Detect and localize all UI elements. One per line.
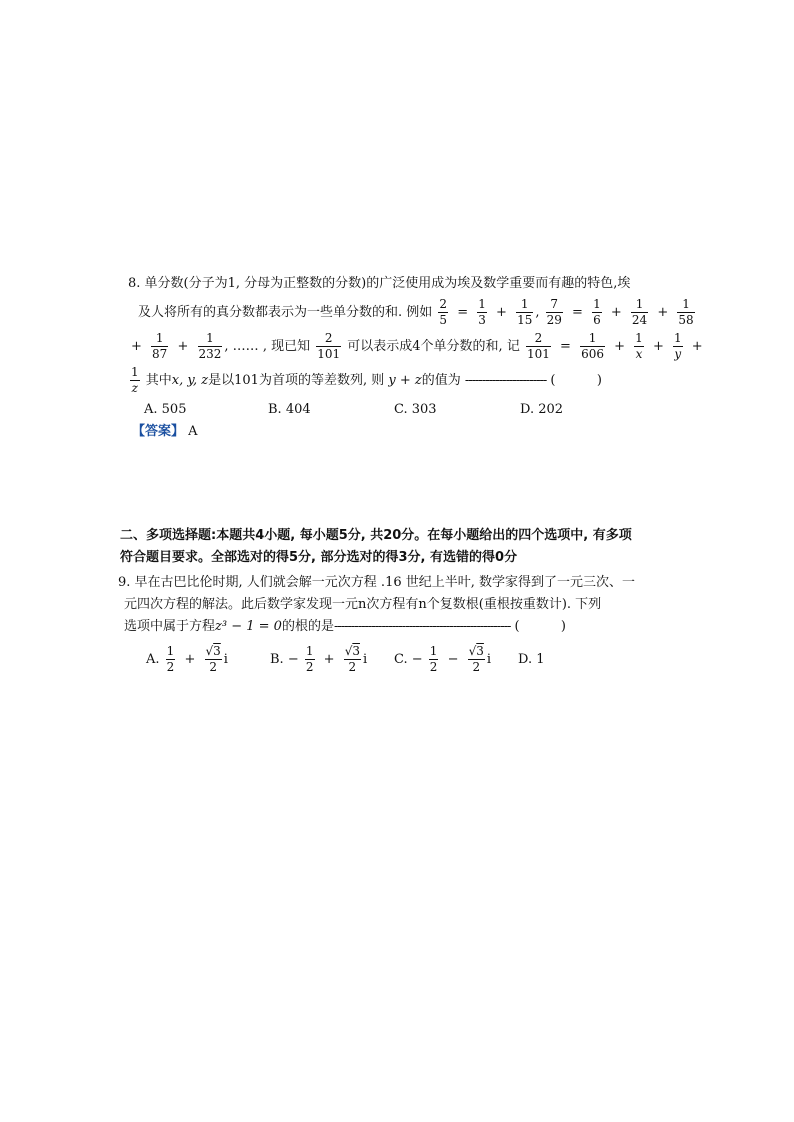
q9-dashes: ----------------------------------------------------: [333, 619, 511, 634]
fraction-1-y: $\frac{1}{y}$: [673, 331, 682, 361]
q8-option-a[interactable]: A. 505: [144, 402, 187, 417]
fraction-2-5: $\frac{2}{5}$: [439, 297, 448, 327]
q8-line-4-text: 其中: [145, 373, 172, 388]
fraction-1-6: $\frac{1}{6}$: [593, 297, 601, 327]
q8-option-d[interactable]: D. 202: [520, 402, 564, 417]
q8-line-2-text: 及人将所有的真分数都表示为一些单分数的和. 例如: [138, 305, 433, 320]
q9-equation: z³ − 1 = 0: [215, 619, 282, 634]
section-2-line-1: 二、多项选择题:本题共4小题, 每小题5分, 共20分。在每小题给出的四个选项中, 有多项: [120, 528, 632, 543]
q9-answer-paren: ( ): [514, 619, 566, 634]
fraction-1-2-c: $\frac{1}{2}$: [429, 644, 438, 674]
fraction-1-24: $\frac{1}{24}$: [631, 297, 648, 327]
q9-line-3-b: 的根的是: [281, 619, 334, 634]
answer-value: A: [188, 424, 198, 439]
fraction-1-58: $\frac{1}{58}$: [678, 297, 694, 327]
q9-options: [118, 644, 678, 676]
fraction-1-87: $\frac{1}{87}$: [152, 331, 168, 361]
answer-label: 【答案】: [132, 424, 185, 439]
q8-line-3-text-a: , …… , 现已知: [224, 339, 311, 354]
q9-option-a[interactable]: A. $\frac{1}{2}$ + $\frac{√3}{2}$ i: [146, 644, 228, 674]
q9-option-a-label: A.: [146, 652, 160, 667]
q9-option-c-label: C. −: [394, 652, 423, 667]
question-8: [128, 276, 703, 440]
q8-line-3: + $\frac{1}{87}$ + $\frac{1}{232}$ , …… , 现已知 $\frac{2}{101}$ 可以表示成4个单分数的和, 记 $\frac{2}{101}$ = $\frac{1}{606}$ + $\frac{1}{x}$ + $\frac{1}{y}$ +: [131, 331, 703, 361]
q8-answer: [128, 424, 673, 440]
fraction-sqrt3-2-a: $\frac{√3}{2}$: [205, 644, 221, 674]
q9-line-3: [118, 616, 678, 638]
q8-line-4-mid: 是以101为首项的等差数列, 则: [208, 373, 385, 388]
q9-line-2: 元四次方程的解法。此后数学家发现一元n次方程有n个复数根(重根按重数计). 下列: [124, 597, 602, 612]
fraction-2-101-b: $\frac{2}{101}$: [526, 331, 550, 361]
q9-option-b-label: B. −: [270, 652, 299, 667]
q8-line-1: 8. 单分数(分子为1, 分母为正整数的分数)的广泛使用成为埃及数学重要而有趣的特色,埃: [128, 276, 631, 291]
q8-options: [128, 402, 673, 418]
section-2-line-2: 符合题目要求。全部选对的得5分, 部分选对的得3分, 有选错的得0分: [120, 550, 518, 565]
fraction-2-101: $\frac{2}{101}$: [317, 331, 341, 361]
fraction-sqrt3-2-b: $\frac{√3}{2}$: [344, 644, 360, 674]
q8-vars: x, y, z: [171, 373, 209, 388]
section-2-title: [120, 525, 680, 569]
fraction-1-x: $\frac{1}{x}$: [635, 331, 643, 361]
q8-option-c[interactable]: C. 303: [394, 402, 437, 417]
fraction-1-2-b: $\frac{1}{2}$: [305, 644, 314, 674]
fraction-sqrt3-2-c: $\frac{√3}{2}$: [468, 644, 484, 674]
q9-option-b[interactable]: B. − $\frac{1}{2}$ + $\frac{√3}{2}$ i: [270, 644, 368, 674]
fraction-1-3: $\frac{1}{3}$: [478, 297, 486, 327]
q9-option-c[interactable]: C. − $\frac{1}{2}$ − $\frac{√3}{2}$ i: [394, 644, 492, 674]
q8-line-4: [128, 366, 673, 396]
q8-dashes: ------------------------: [464, 373, 547, 388]
q8-option-b[interactable]: B. 404: [268, 402, 311, 417]
q9-line-1: 9. 早在古巴比伦时期, 人们就会解一元次方程 .16 世纪上半叶, 数学家得到了一元三次、一: [118, 575, 636, 590]
fraction-1-232: $\frac{1}{232}$: [198, 331, 222, 361]
fraction-1-z: $\frac{1}{z}$: [131, 365, 139, 395]
fraction-1-606: $\frac{1}{606}$: [581, 331, 604, 361]
q9-line-3-a: 选项中属于方程: [124, 619, 216, 634]
q8-expr: y + z: [388, 373, 422, 388]
fraction-7-29: $\frac{7}{29}$: [546, 297, 562, 327]
fraction-1-2-a: $\frac{1}{2}$: [166, 644, 175, 674]
question-9: [118, 572, 678, 676]
q8-line-3-text-b: 可以表示成4个单分数的和, 记: [347, 339, 520, 354]
q8-answer-paren: ( ): [550, 373, 602, 388]
q8-line-2: 及人将所有的真分数都表示为一些单分数的和. 例如 $\frac{2}{5}$ = $\frac{1}{3}$ + $\frac{1}{15}$ , $\frac{7}{29}$ = $\frac{1}{6}$ + $\frac{1}{24}$ + $\frac{1}{58}$: [138, 297, 694, 327]
q8-line-4-end: 的值为: [421, 373, 461, 388]
q9-option-d[interactable]: D. 1: [518, 652, 545, 667]
fraction-1-15: $\frac{1}{15}$: [517, 297, 533, 327]
